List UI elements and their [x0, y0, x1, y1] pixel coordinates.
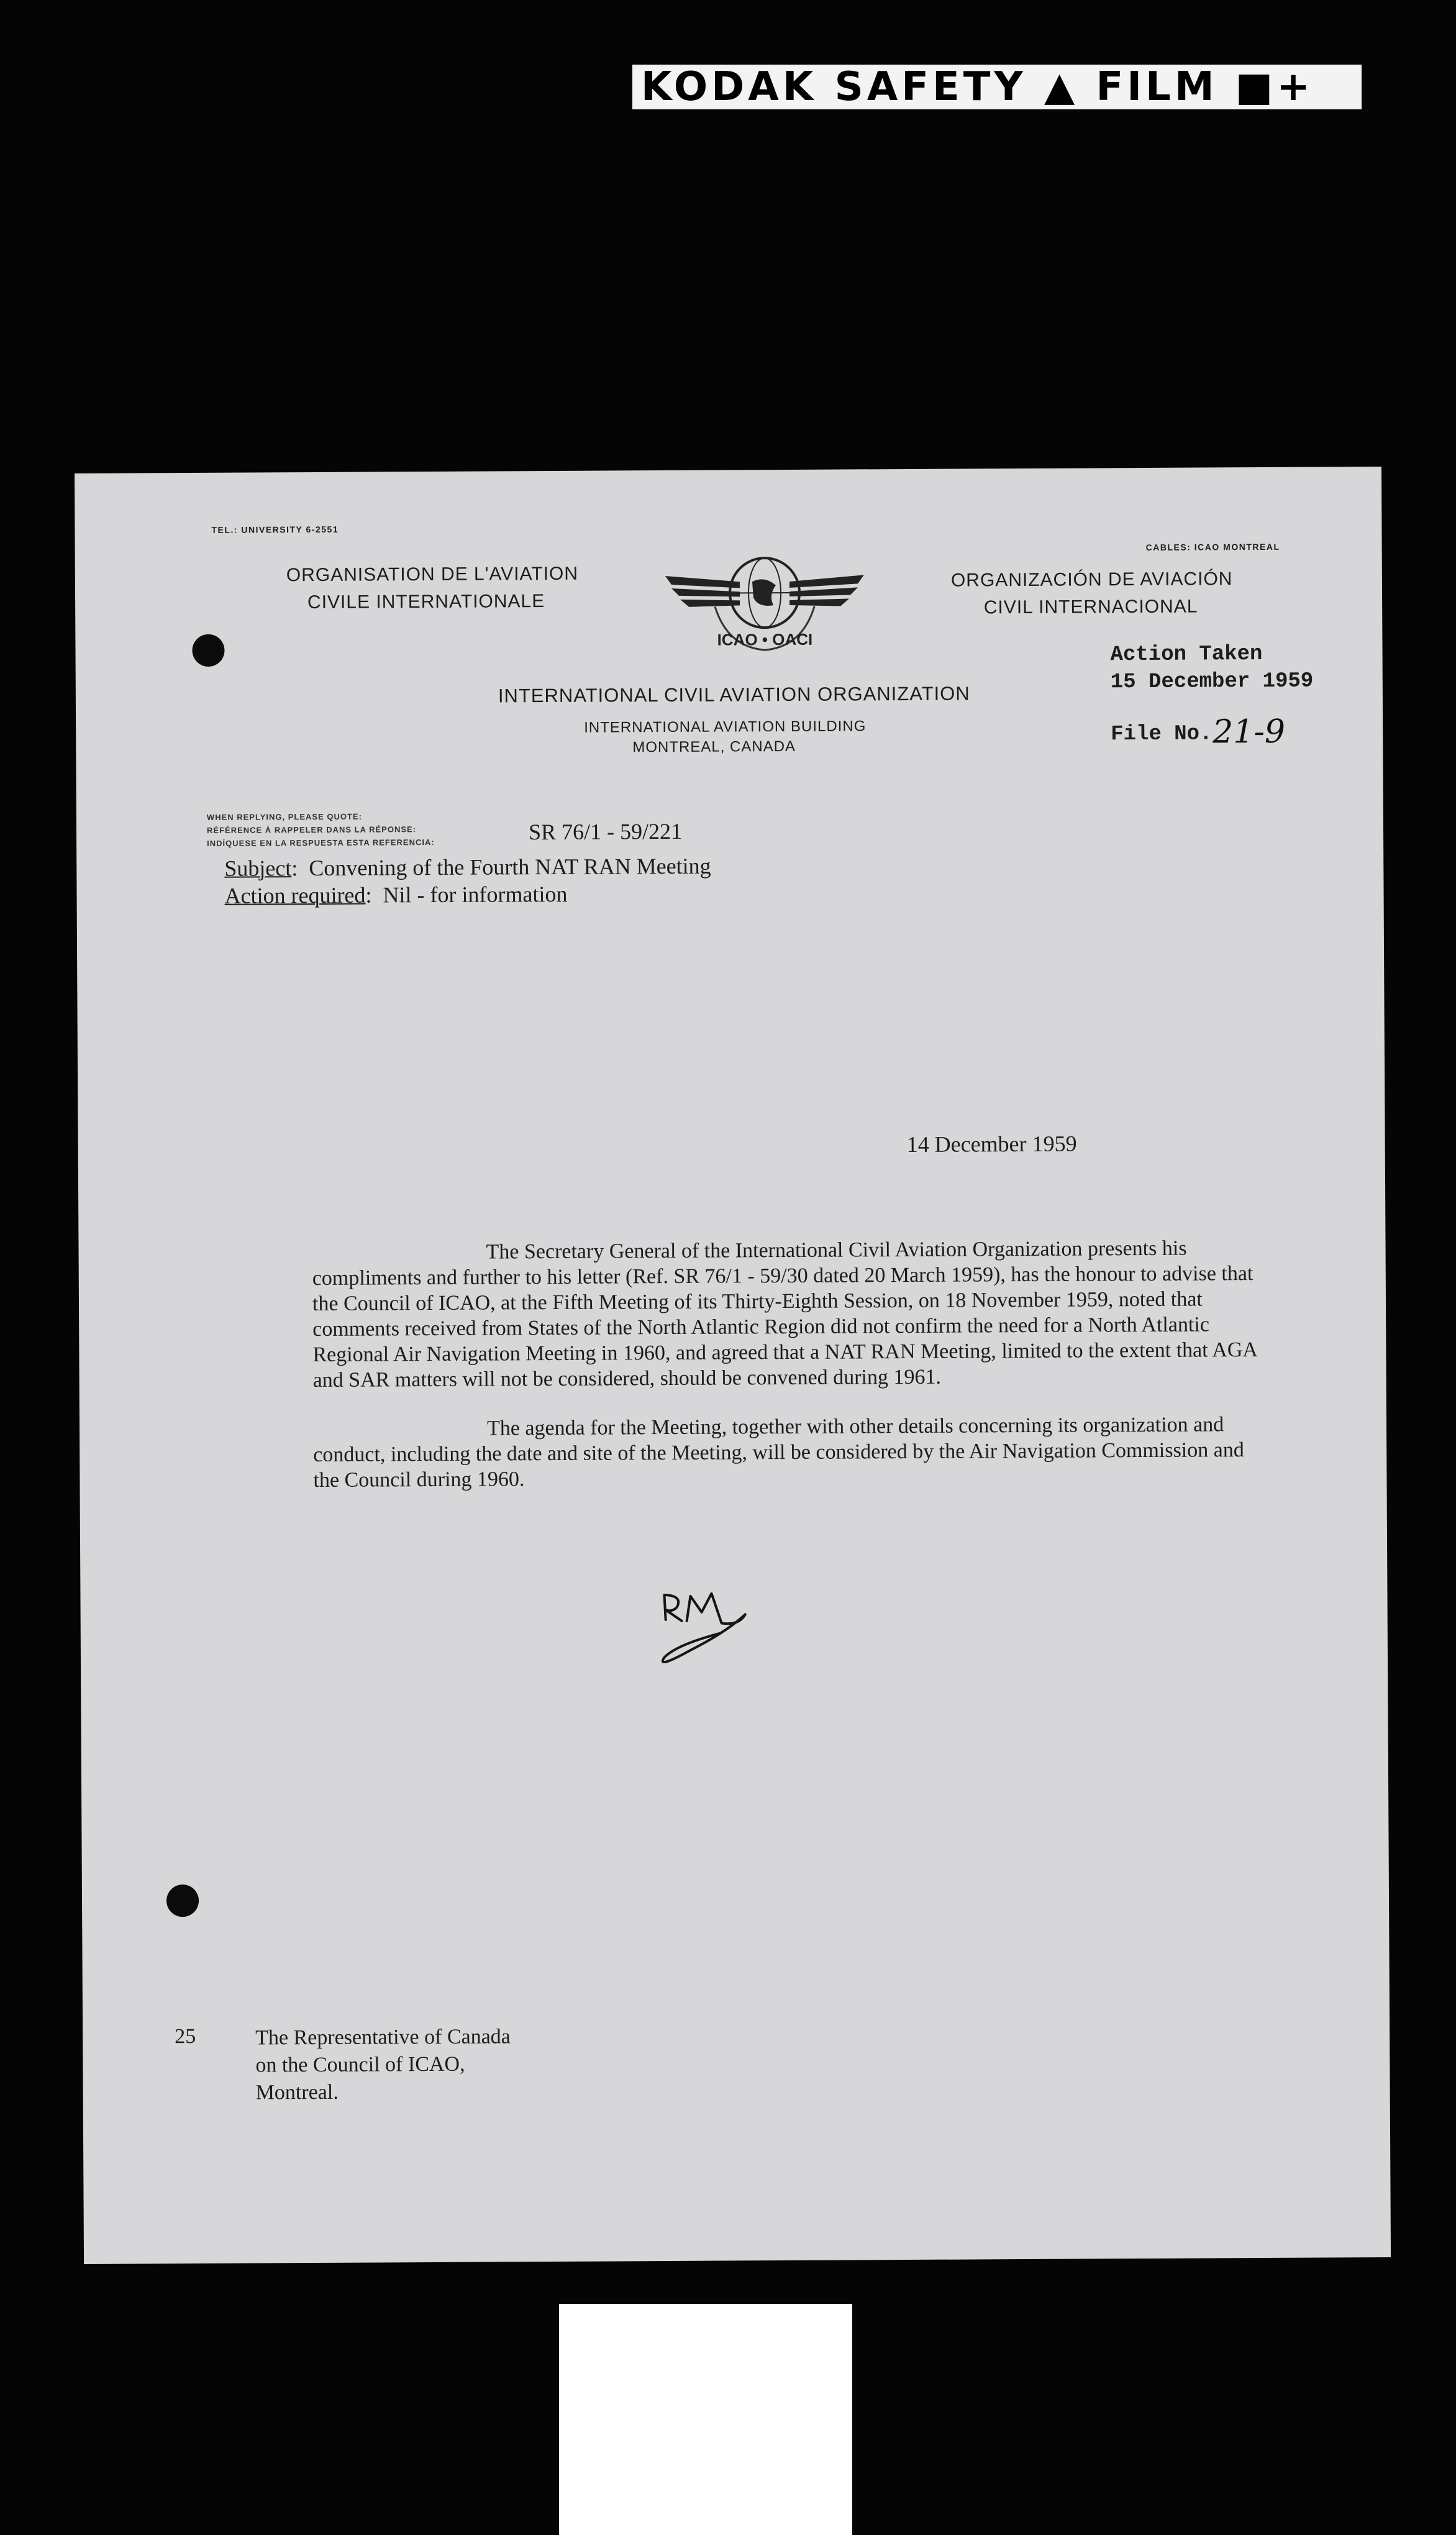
body-paragraph-1: The Secretary General of the International Civil Aviation Organization presents his compliments and further to his letter (Ref. SR 76/1 - 59/30 dated 20 March 1959), has the honour to advise that the Council of ICAO, at the Fifth Meeting of its Thirty-Eighth Session, on 18 November 1959, noted that comments received from States of the North Atlantic Region did not confirm the need for a North Atlantic Regional Air Navigation Meeting in 1960, and agreed that a NAT RAN Meeting, limited to the extent that AGA and SAR matters will not be considered, should be convened during 1961.	[312, 1236, 1257, 1392]
action-required-text: Nil - for information	[383, 881, 568, 908]
reply-line-english: WHEN REPLYING, PLEASE QUOTE:	[206, 811, 362, 822]
subject-label: Subject	[224, 856, 292, 881]
punch-hole-bottom	[166, 1884, 199, 1917]
action-required-line: Action required: Nil - for information	[224, 881, 568, 908]
addressee-line-1: The Representative of Canada	[255, 2025, 511, 2050]
building-name: INTERNATIONAL AVIATION BUILDING	[584, 718, 867, 736]
reply-line-french: RÉFÉRENCE À RAPPELER DANS LA RÉPONSE:	[206, 824, 417, 835]
film-edge-label: KODAK SAFETY ▲ FILM ■+	[632, 65, 1362, 109]
file-number-label: File No.	[1111, 722, 1213, 747]
icao-emblem	[659, 537, 871, 663]
icao-emblem-icon	[659, 537, 871, 663]
cables-line: CABLES: ICAO MONTREAL	[1145, 541, 1280, 552]
org-spanish-line-1: ORGANIZACIÓN DE AVIACIÓN	[950, 569, 1233, 591]
org-french-line-2: CIVILE INTERNATIONALE	[307, 591, 545, 613]
subject-text: Convening of the Fourth NAT RAN Meeting	[309, 853, 711, 881]
body-paragraph-2: The agenda for the Meeting, together with other details concerning its organization and conduct, including the date and site of the Meeting, will be considered by the Air Navigation Commission and the Council during 1960.	[313, 1413, 1244, 1492]
telephone-line: TEL.: UNIVERSITY 6-2551	[211, 524, 339, 535]
signature-mark-icon	[652, 1582, 764, 1676]
building-city: MONTREAL, CANADA	[632, 738, 796, 756]
file-number-handwritten: 21-9	[1213, 713, 1286, 751]
action-taken-label: Action Taken	[1110, 642, 1263, 667]
subject-line: Subject: Convening of the Fourth NAT RAN Meeting	[224, 853, 711, 881]
letter-body	[312, 1235, 1260, 1517]
org-french-line-1: ORGANISATION DE L'AVIATION	[286, 563, 579, 586]
addressee-number: 25	[175, 2025, 196, 2049]
film-target-card	[559, 2304, 852, 2535]
emblem-caption: ICAO • OACI	[717, 629, 813, 649]
reference-number: SR 76/1 - 59/221	[528, 818, 683, 845]
letter-date: 14 December 1959	[906, 1131, 1077, 1157]
punch-hole-top	[192, 634, 224, 667]
org-spanish-line-2: CIVIL INTERNACIONAL	[983, 596, 1198, 618]
action-taken-date: 15 December 1959	[1110, 669, 1314, 695]
action-required-label: Action required	[224, 882, 366, 908]
reply-line-spanish: INDÍQUESE EN LA RESPUESTA ESTA REFERENCIA:	[207, 837, 435, 848]
org-name-french	[286, 560, 579, 616]
letter-page	[75, 467, 1391, 2264]
initials-signature	[652, 1582, 764, 1676]
addressee-line-3: Montreal.	[255, 2080, 339, 2104]
org-name-spanish	[951, 565, 1231, 621]
addressee-line-2: on the Council of ICAO,	[255, 2052, 465, 2077]
org-name-english: INTERNATIONAL CIVIL AVIATION ORGANIZATION	[498, 682, 970, 707]
addressee-block	[255, 2023, 511, 2106]
reply-instructions	[207, 810, 435, 850]
